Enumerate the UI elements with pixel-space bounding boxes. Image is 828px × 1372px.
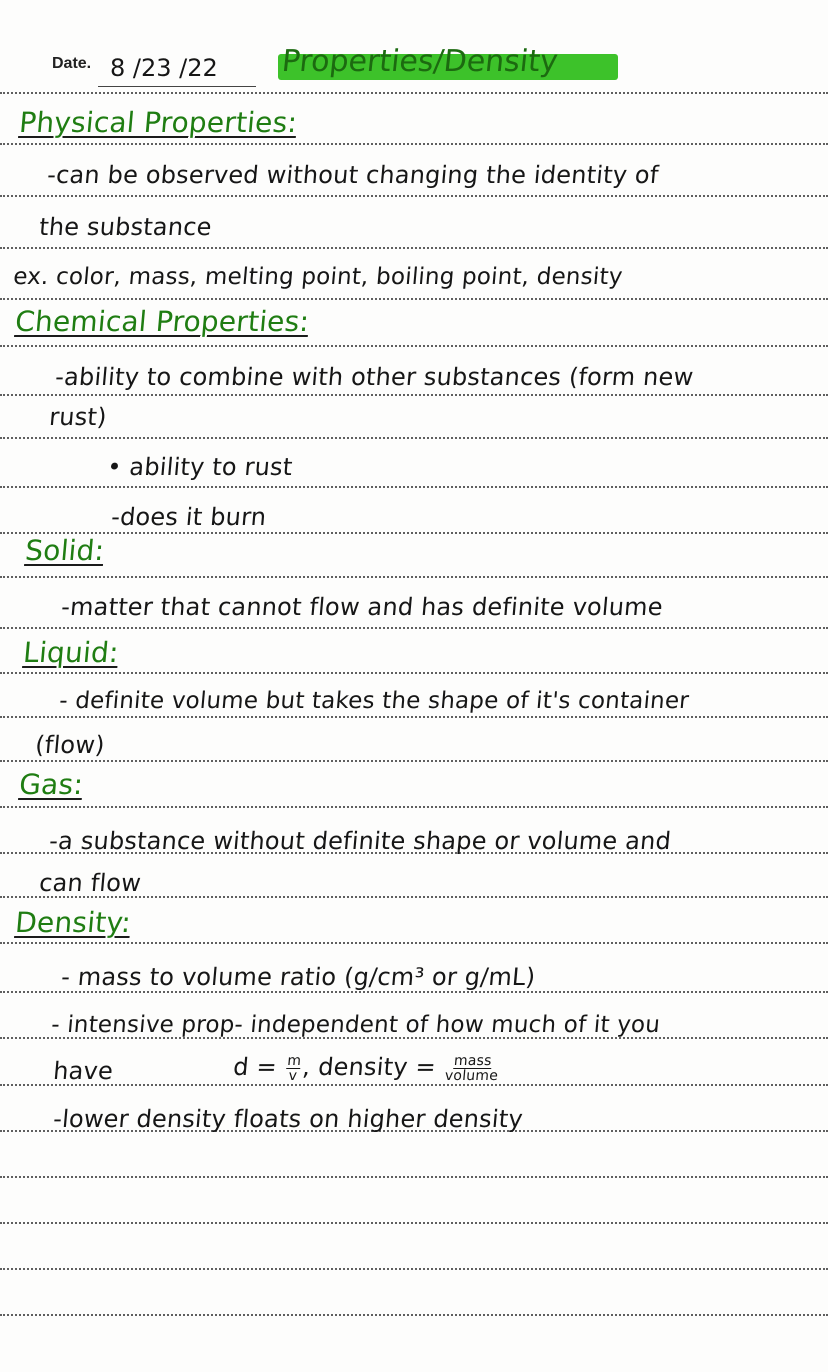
density-heading: Density: [13, 906, 133, 939]
ruled-line [0, 1268, 828, 1270]
ruled-line [0, 394, 828, 396]
gas-line-2: can flow [38, 869, 143, 897]
chemical-line-2: rust) [48, 403, 108, 431]
physical-heading: Physical Properties: [17, 106, 299, 139]
ruled-line [0, 1084, 828, 1086]
chemical-line-1: -ability to combine with other substances (form new [54, 363, 695, 391]
ruled-line [0, 576, 828, 578]
ruled-line [0, 486, 828, 488]
ruled-line [0, 716, 828, 718]
page-title [282, 44, 558, 92]
chemical-heading: Chemical Properties: [13, 305, 311, 338]
density-line-1: - mass to volume ratio (g/cm³ or g/mL) [60, 963, 537, 991]
ruled-line [0, 1176, 828, 1178]
ruled-line [0, 92, 828, 94]
formula-density-label: density = [317, 1053, 438, 1081]
ruled-line [0, 760, 828, 762]
ruled-line [0, 298, 828, 300]
formula-m-over-v [285, 1054, 301, 1083]
formula-mass-over-volume [444, 1054, 500, 1083]
liquid-heading: Liquid: [21, 636, 121, 669]
liquid-line-1: - definite volume but takes the shape of it's container [58, 688, 691, 714]
gas-heading: Gas: [17, 768, 85, 801]
formula-mass: mass [453, 1052, 493, 1069]
ruled-line [0, 345, 828, 347]
liquid-line-2: (flow) [34, 731, 106, 759]
ruled-line [0, 627, 828, 629]
density-line-4: -lower density floats on higher density [52, 1105, 525, 1133]
ruled-line [0, 532, 828, 534]
formula-num: m [286, 1052, 302, 1069]
formula-sep: , [301, 1053, 312, 1081]
formula-den: v [288, 1067, 298, 1084]
density-formula [232, 1052, 502, 1083]
density-line-3: have [52, 1057, 115, 1085]
ruled-line [0, 247, 828, 249]
title-text: Properties/Density [280, 44, 560, 79]
chemical-bullet-rust: • ability to rust [106, 453, 294, 481]
ruled-line [0, 942, 828, 944]
physical-example: ex. color, mass, melting point, boiling point, density [12, 264, 624, 290]
formula-volume: volume [444, 1067, 499, 1084]
solid-heading: Solid: [23, 534, 106, 567]
chemical-burn: -does it burn [110, 503, 268, 531]
ruled-line [0, 806, 828, 808]
solid-line-1: -matter that cannot flow and has definite volume [60, 593, 664, 621]
physical-line-2: the substance [38, 213, 213, 241]
physical-line-1: -can be observed without changing the identity of [46, 161, 660, 189]
date-value: 8 /23 /22 [110, 54, 218, 82]
ruled-line [0, 672, 828, 674]
density-line-2: - intensive prop- independent of how much of it you [50, 1012, 662, 1038]
ruled-line [0, 195, 828, 197]
ruled-line [0, 1314, 828, 1316]
ruled-line [0, 1222, 828, 1224]
date-label: Date. [52, 55, 92, 72]
formula-d-label: d = [232, 1053, 279, 1081]
ruled-line [0, 143, 828, 145]
gas-line-1: -a substance without definite shape or volume and [48, 827, 673, 855]
date-underline [98, 86, 256, 87]
ruled-line [0, 437, 828, 439]
